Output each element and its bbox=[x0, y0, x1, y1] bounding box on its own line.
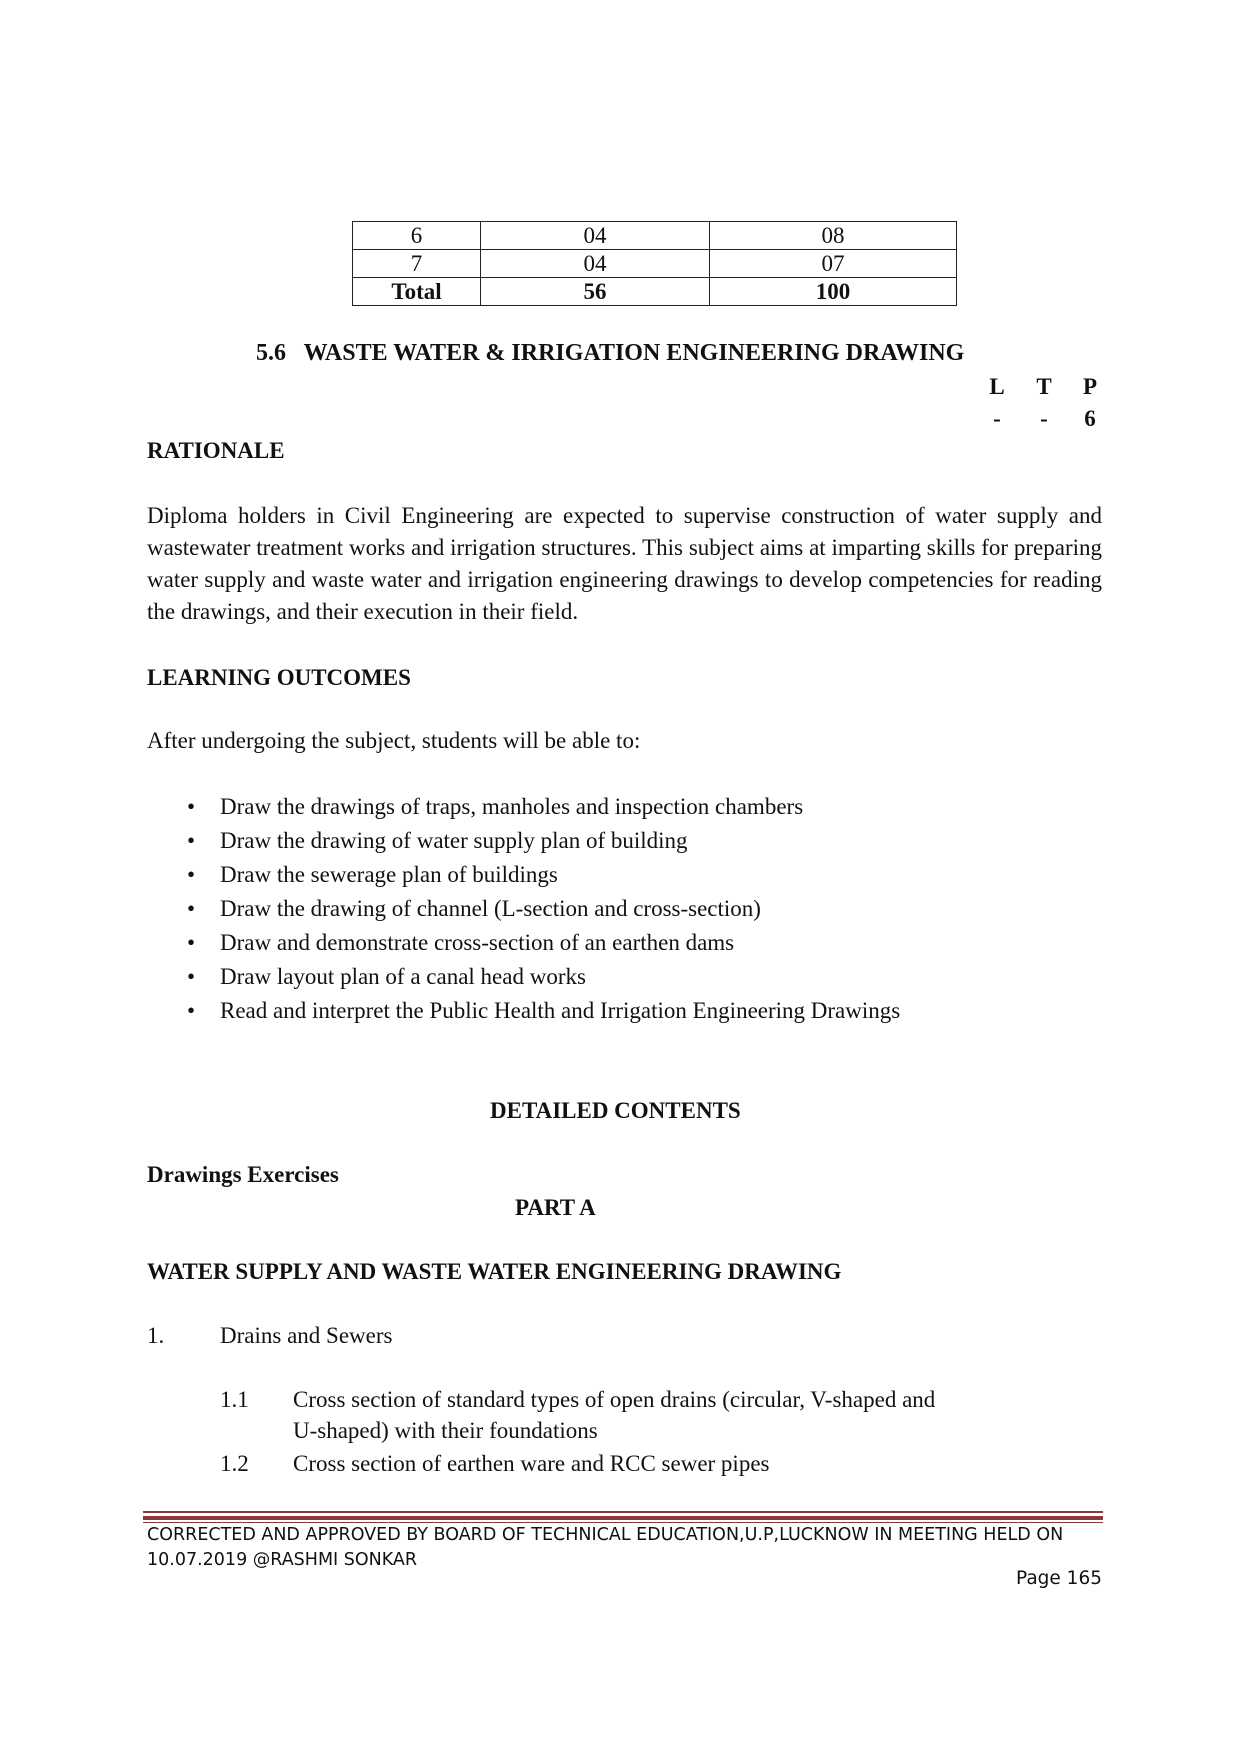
table-cell: 04 bbox=[481, 250, 710, 278]
table-cell: 6 bbox=[353, 222, 481, 250]
ltp-header-t: T bbox=[1036, 374, 1052, 399]
bullet-icon: • bbox=[187, 794, 196, 819]
list-item bbox=[147, 824, 900, 858]
list-item-text: Draw and demonstrate cross-section of an earthen dams bbox=[220, 930, 735, 955]
bullet-icon: • bbox=[187, 828, 196, 853]
bullet-icon: • bbox=[187, 930, 196, 955]
list-item bbox=[147, 960, 900, 994]
footer-line-1: CORRECTED AND APPROVED BY BOARD OF TECHNICAL EDUCATION,U.P,LUCKNOW IN MEETING HELD ON bbox=[147, 1525, 1064, 1545]
footer-line-2: 10.07.2019 @RASHMI SONKAR bbox=[147, 1550, 418, 1570]
page-number: Page 165 bbox=[1016, 1568, 1102, 1589]
bullet-icon: • bbox=[187, 862, 196, 887]
item-text: Drains and Sewers bbox=[220, 1323, 393, 1348]
list-item-text: Draw the drawing of water supply plan of building bbox=[220, 828, 688, 853]
table-total-row bbox=[353, 278, 957, 306]
ltp-value-t: - bbox=[1040, 406, 1048, 431]
sub-item-text: Cross section of earthen ware and RCC sewer pipes bbox=[293, 1451, 770, 1476]
detailed-contents-heading: DETAILED CONTENTS bbox=[490, 1098, 741, 1123]
list-item bbox=[147, 892, 900, 926]
learning-outcomes-heading: LEARNING OUTCOMES bbox=[147, 665, 411, 690]
list-item bbox=[147, 790, 900, 824]
section-heading: WATER SUPPLY AND WASTE WATER ENGINEERING DRAWING bbox=[147, 1259, 842, 1284]
list-item-text: Draw the drawing of channel (L-section and cross-section) bbox=[220, 896, 761, 921]
table-cell: 08 bbox=[710, 222, 957, 250]
rationale-text: Diploma holders in Civil Engineering are expected to supervise construction of water supply and wastewater treatment works and irrigation structures. This subject aims at imparting skills for preparing water supply and waste water and irrigation engineering drawings to develop competencies for reading the drawings, and their execution in their field. bbox=[147, 503, 1102, 624]
rationale-heading: RATIONALE bbox=[147, 438, 285, 463]
item-number: 1. bbox=[147, 1323, 165, 1348]
learning-outcomes-list bbox=[147, 790, 900, 1028]
list-item bbox=[147, 926, 900, 960]
footer-divider bbox=[143, 1511, 1103, 1513]
table-cell: Total bbox=[353, 278, 481, 306]
sub-item-text: Cross section of standard types of open drains (circular, V-shaped and bbox=[293, 1387, 936, 1412]
sub-item-number: 1.1 bbox=[220, 1387, 249, 1412]
part-a-heading: PART A bbox=[515, 1195, 596, 1220]
sub-item-number: 1.2 bbox=[220, 1451, 249, 1476]
ltp-value-p: 6 bbox=[1084, 406, 1096, 431]
bullet-icon: • bbox=[187, 998, 196, 1023]
table-row bbox=[353, 250, 957, 278]
list-item-text: Draw the drawings of traps, manholes and inspection chambers bbox=[220, 794, 804, 819]
marks-table bbox=[352, 221, 957, 306]
table-row bbox=[353, 222, 957, 250]
list-item bbox=[147, 994, 900, 1028]
ltp-value-l: - bbox=[993, 406, 1001, 431]
sub-item-text-cont: U-shaped) with their foundations bbox=[293, 1418, 598, 1443]
table-cell: 100 bbox=[710, 278, 957, 306]
footer-text bbox=[147, 1523, 1107, 1573]
learning-outcomes-intro: After undergoing the subject, students will be able to: bbox=[147, 728, 641, 753]
list-item bbox=[147, 858, 900, 892]
table-cell: 04 bbox=[481, 222, 710, 250]
ltp-header-l: L bbox=[989, 374, 1005, 399]
drawings-exercises-heading: Drawings Exercises bbox=[147, 1162, 339, 1187]
list-item-text: Read and interpret the Public Health and Irrigation Engineering Drawings bbox=[220, 998, 901, 1023]
bullet-icon: • bbox=[187, 896, 196, 921]
table-cell: 07 bbox=[710, 250, 957, 278]
table-cell: 56 bbox=[481, 278, 710, 306]
bullet-icon: • bbox=[187, 964, 196, 989]
list-item-text: Draw the sewerage plan of buildings bbox=[220, 862, 558, 887]
list-item-text: Draw layout plan of a canal head works bbox=[220, 964, 586, 989]
subject-title: 5.6 WASTE WATER & IRRIGATION ENGINEERING DRAWING bbox=[256, 340, 965, 366]
table-cell: 7 bbox=[353, 250, 481, 278]
footer-divider bbox=[143, 1516, 1103, 1520]
ltp-header-p: P bbox=[1082, 374, 1098, 399]
